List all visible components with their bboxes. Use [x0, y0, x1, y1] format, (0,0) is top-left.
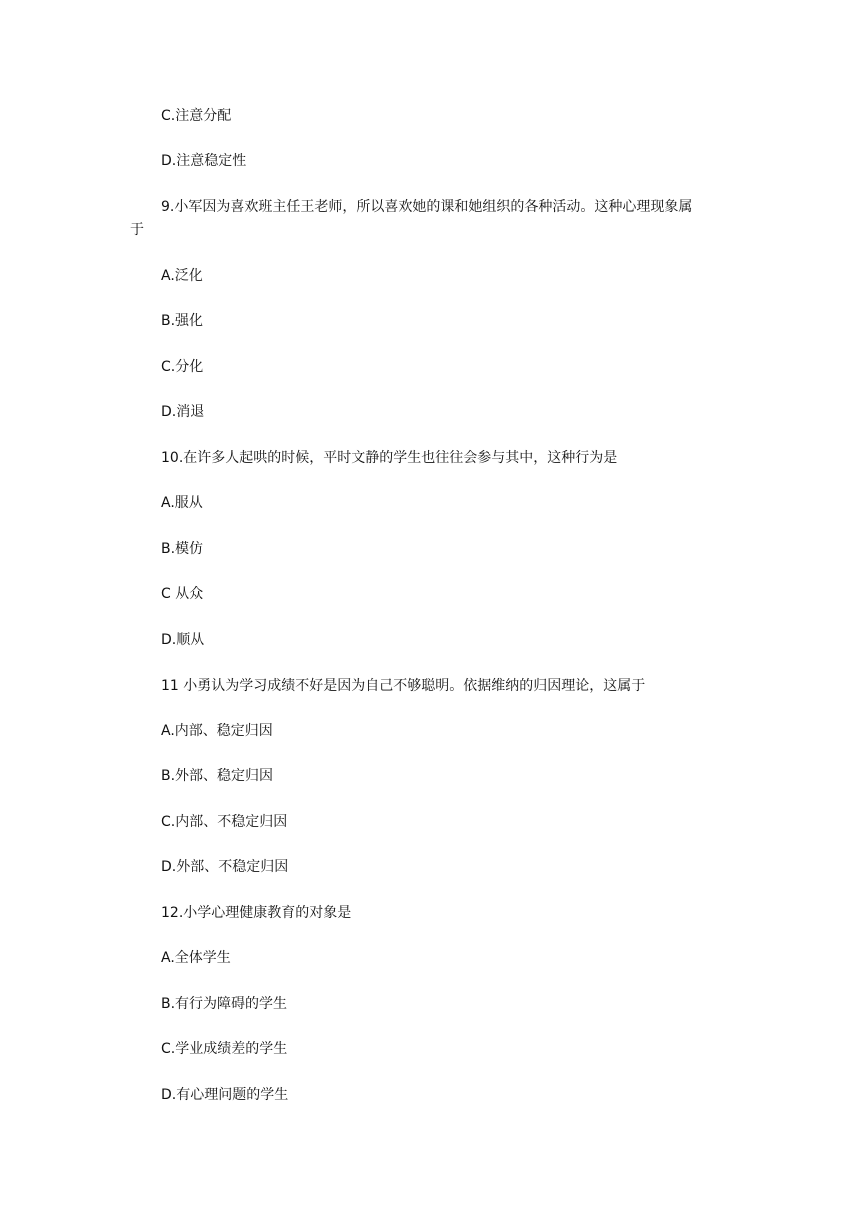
q11-option-c: C.内部、不稳定归因 [161, 814, 288, 830]
q11-option-b: B.外部、稳定归因 [161, 768, 274, 784]
q12-option-b: B.有行为障碍的学生 [161, 996, 288, 1012]
q10-question: 10.在许多人起哄的时候，平时文静的学生也往往会参与其中，这种行为是 [161, 450, 618, 466]
q10-option-c: C 从众 [161, 586, 204, 602]
q12-option-a: A.全体学生 [161, 950, 231, 966]
q8-option-c: C.注意分配 [161, 108, 232, 124]
q11-question: 11 小勇认为学习成绩不好是因为自己不够聪明。依据维纳的归因理论，这属于 [161, 678, 646, 694]
q11-option-d: D.外部、不稳定归因 [161, 859, 289, 875]
q9-option-c: C.分化 [161, 359, 204, 375]
q10-option-a: A.服从 [161, 495, 203, 511]
q12-option-c: C.学业成绩差的学生 [161, 1041, 288, 1057]
q12-option-d: D.有心理问题的学生 [161, 1087, 289, 1103]
q10-option-b: B.模仿 [161, 541, 204, 557]
q9-option-d: D.消退 [161, 404, 205, 420]
q9-option-a: A.泛化 [161, 268, 203, 284]
q9-question: 9.小军因为喜欢班主任王老师，所以喜欢她的课和她组织的各种活动。这种心理现象属 [161, 199, 693, 215]
q11-option-a: A.内部、稳定归因 [161, 723, 273, 739]
q10-option-d: D.顺从 [161, 632, 205, 648]
q9-option-b: B.强化 [161, 313, 204, 329]
q12-question: 12.小学心理健康教育的对象是 [161, 905, 352, 921]
q8-option-d: D.注意稳定性 [161, 153, 247, 169]
q9-question-continued: 于 [130, 222, 144, 238]
